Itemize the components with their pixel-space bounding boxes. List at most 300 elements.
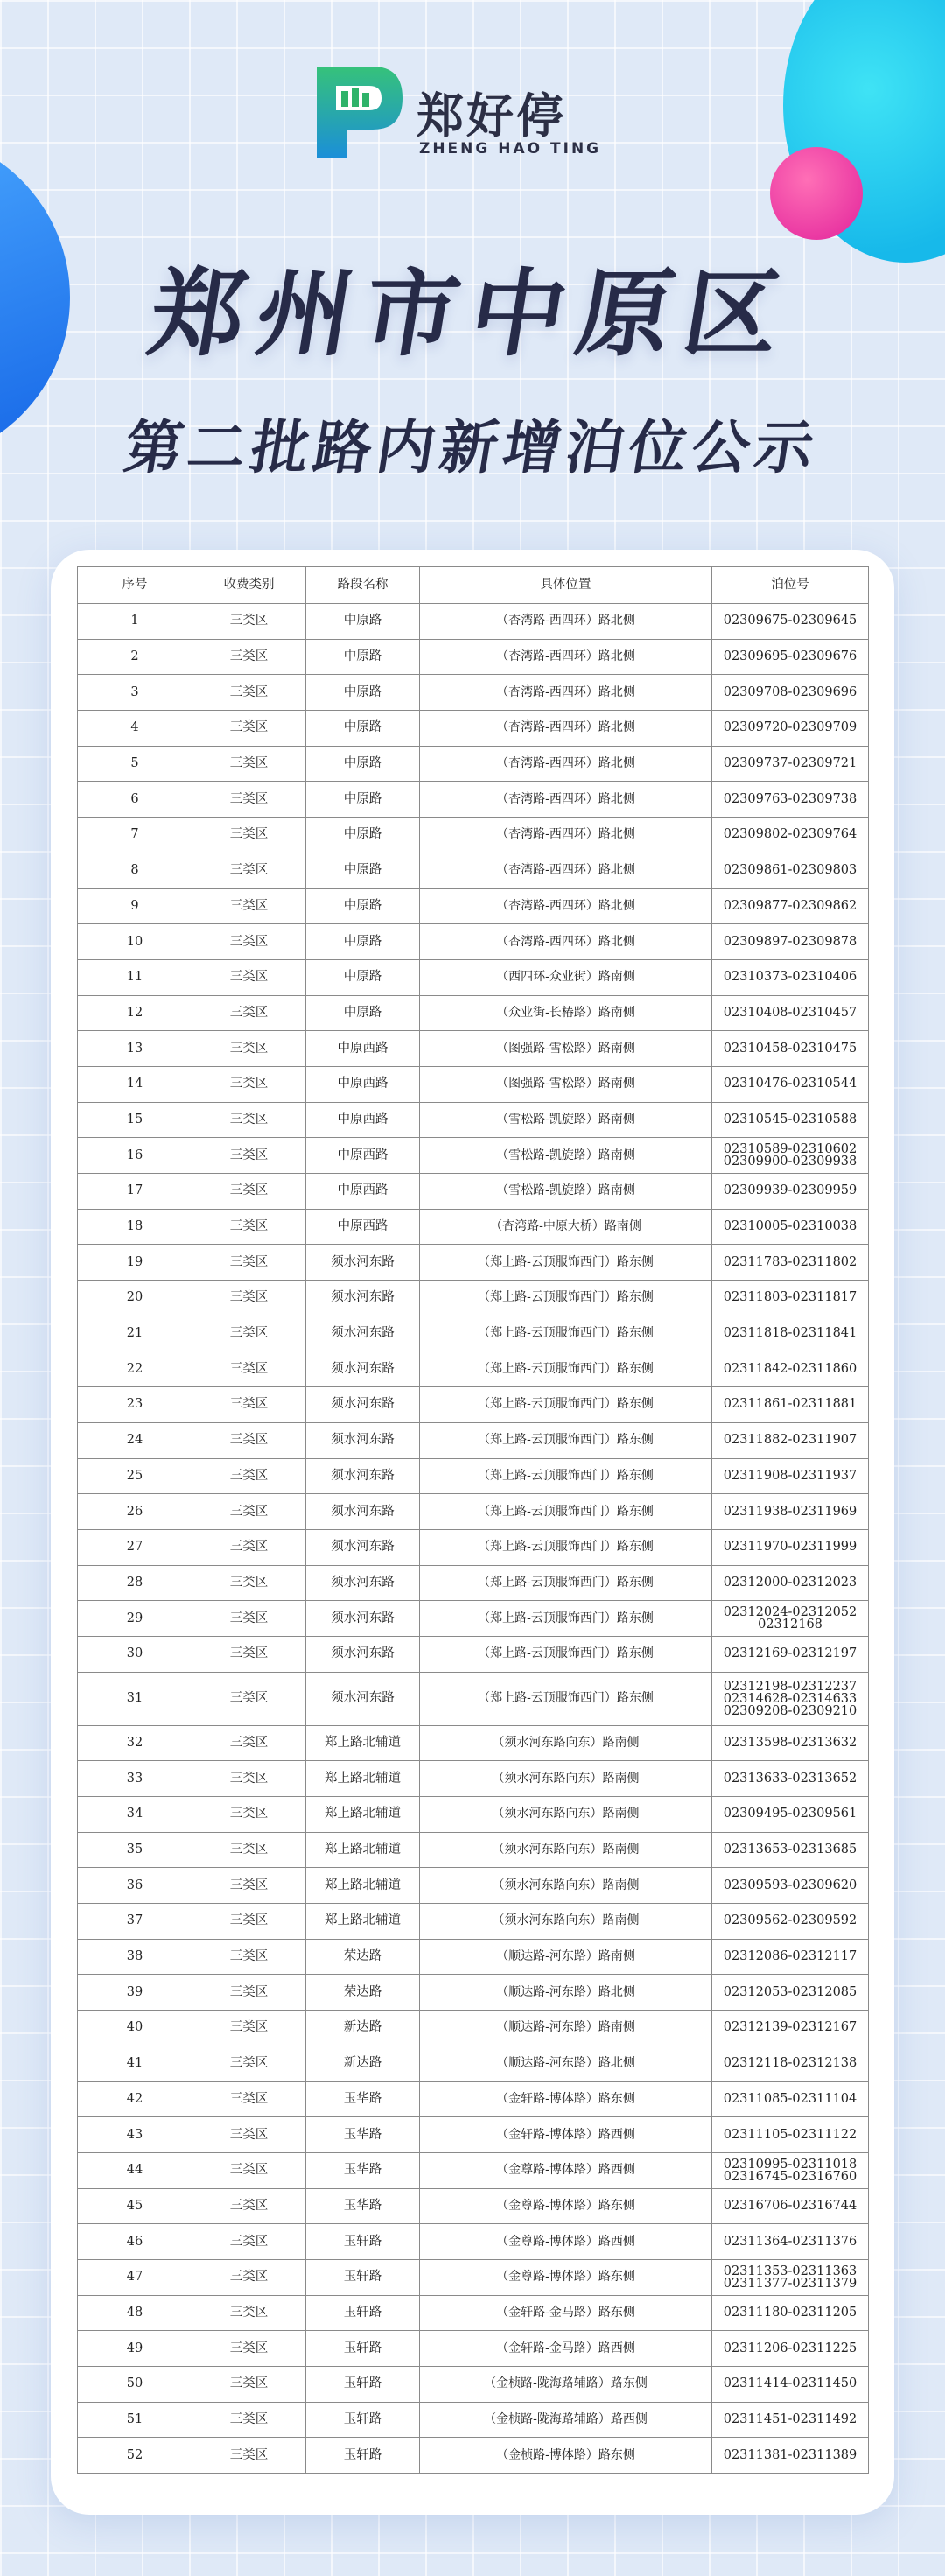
cell-index: 43: [78, 2117, 192, 2153]
cell-berth-number: 02309675-02309645: [712, 604, 869, 640]
cell-location: （雪松路-凯旋路）路南侧: [420, 1102, 712, 1138]
cell-index: 40: [78, 2011, 192, 2046]
cell-index: 47: [78, 2259, 192, 2295]
table-row: [78, 1102, 869, 1138]
cell-location: （金轩路-博体路）路西侧: [420, 2117, 712, 2153]
cell-location: （金轩路-博体路）路东侧: [420, 2081, 712, 2117]
cell-fee-category: 三类区: [192, 888, 306, 924]
page-subtitle: 第二批路内新增泊位公示: [119, 414, 824, 481]
cell-road-name: 须水河东路: [306, 1351, 420, 1387]
table-row: [78, 2046, 869, 2081]
parking-table: [77, 566, 869, 2474]
header-berth-number: 泊位号: [712, 567, 869, 604]
cell-fee-category: 三类区: [192, 1904, 306, 1940]
table-row: [78, 2402, 869, 2438]
cell-location: （顺达路-河东路）路北侧: [420, 1975, 712, 2011]
table-row: [78, 746, 869, 782]
cell-index: 14: [78, 1066, 192, 1102]
cell-berth-number: 02309861-02309803: [712, 853, 869, 888]
cell-road-name: 中原路: [306, 853, 420, 888]
cell-location: （杏湾路-西四环）路北侧: [420, 675, 712, 711]
table-header-row: [78, 567, 869, 604]
table-row: [78, 2152, 869, 2188]
cell-index: 12: [78, 995, 192, 1031]
cell-fee-category: 三类区: [192, 1494, 306, 1530]
cell-index: 52: [78, 2438, 192, 2474]
table-row: [78, 2295, 869, 2331]
cell-road-name: 中原西路: [306, 1031, 420, 1067]
cell-fee-category: 三类区: [192, 1761, 306, 1797]
cell-berth-number: 02312139-02312167: [712, 2011, 869, 2046]
cell-road-name: 玉轩路: [306, 2438, 420, 2474]
cell-index: 17: [78, 1174, 192, 1210]
cell-index: 21: [78, 1316, 192, 1351]
cell-location: （须水河东路向东）路南侧: [420, 1725, 712, 1761]
cell-fee-category: 三类区: [192, 1422, 306, 1458]
table-row: [78, 2438, 869, 2474]
cell-road-name: 玉华路: [306, 2152, 420, 2188]
table-row: [78, 1066, 869, 1102]
table-row: [78, 924, 869, 960]
header-index: 序号: [78, 567, 192, 604]
table-row: [78, 1174, 869, 1210]
cell-index: 26: [78, 1494, 192, 1530]
cell-fee-category: 三类区: [192, 1939, 306, 1975]
cell-index: 1: [78, 604, 192, 640]
cell-index: 22: [78, 1351, 192, 1387]
cell-index: 38: [78, 1939, 192, 1975]
cell-fee-category: 三类区: [192, 1672, 306, 1725]
cell-road-name: 中原路: [306, 818, 420, 853]
cell-fee-category: 三类区: [192, 1209, 306, 1245]
cell-location: （杏湾路-西四环）路北侧: [420, 924, 712, 960]
cell-road-name: 郑上路北辅道: [306, 1868, 420, 1904]
cell-fee-category: 三类区: [192, 1387, 306, 1423]
cell-fee-category: 三类区: [192, 1102, 306, 1138]
cell-location: （郑上路-云顶服饰西门）路东侧: [420, 1281, 712, 1316]
cell-road-name: 中原西路: [306, 1174, 420, 1210]
cell-index: 25: [78, 1458, 192, 1494]
cell-berth-number: 02313598-02313632: [712, 1725, 869, 1761]
cell-index: 33: [78, 1761, 192, 1797]
cell-location: （杏湾路-西四环）路北侧: [420, 604, 712, 640]
table-row: [78, 1904, 869, 1940]
cell-location: （杏湾路-西四环）路北侧: [420, 818, 712, 853]
cell-location: （顺达路-河东路）路南侧: [420, 2011, 712, 2046]
cell-road-name: 郑上路北辅道: [306, 1904, 420, 1940]
cell-road-name: 玉轩路: [306, 2259, 420, 2295]
brand-name-cn: 郑好停: [416, 88, 566, 144]
brand-logo: [312, 60, 609, 165]
cell-fee-category: 三类区: [192, 639, 306, 675]
cell-location: （郑上路-云顶服饰西门）路东侧: [420, 1458, 712, 1494]
cell-berth-number: 02311842-02311860: [712, 1351, 869, 1387]
cell-fee-category: 三类区: [192, 1565, 306, 1601]
cell-location: （杏湾路-西四环）路北侧: [420, 639, 712, 675]
cell-location: （杏湾路-西四环）路北侧: [420, 746, 712, 782]
cell-location: （金尊路-博体路）路东侧: [420, 2188, 712, 2224]
cell-index: 7: [78, 818, 192, 853]
cell-road-name: 玉轩路: [306, 2224, 420, 2260]
header-location: 具体位置: [420, 567, 712, 604]
table-row: [78, 2259, 869, 2295]
cell-berth-number: 02310589-02310602 02309900-02309938: [712, 1138, 869, 1174]
cell-road-name: 须水河东路: [306, 1422, 420, 1458]
table-row: [78, 1939, 869, 1975]
cell-fee-category: 三类区: [192, 2438, 306, 2474]
cell-index: 8: [78, 853, 192, 888]
cell-berth-number: 02311783-02311802: [712, 1245, 869, 1281]
cell-location: （金尊路-博体路）路西侧: [420, 2224, 712, 2260]
cell-berth-number: 02310476-02310544: [712, 1066, 869, 1102]
cell-index: 11: [78, 959, 192, 995]
table-row: [78, 639, 869, 675]
cell-fee-category: 三类区: [192, 711, 306, 747]
cell-location: （金轩路-金马路）路西侧: [420, 2331, 712, 2367]
cell-road-name: 中原路: [306, 995, 420, 1031]
cell-fee-category: 三类区: [192, 959, 306, 995]
cell-road-name: 中原路: [306, 675, 420, 711]
cell-berth-number: 02309737-02309721: [712, 746, 869, 782]
cell-road-name: 新达路: [306, 2046, 420, 2081]
cell-berth-number: 02310408-02310457: [712, 995, 869, 1031]
brand-name-en: ZHENG HAO TING: [419, 140, 602, 158]
cell-index: 51: [78, 2402, 192, 2438]
cell-index: 15: [78, 1102, 192, 1138]
cell-berth-number: 02311451-02311492: [712, 2402, 869, 2438]
cell-fee-category: 三类区: [192, 2224, 306, 2260]
cell-road-name: 郑上路北辅道: [306, 1725, 420, 1761]
cell-berth-number: 02311818-02311841: [712, 1316, 869, 1351]
header-fee-category: 收费类别: [192, 567, 306, 604]
table-row: [78, 995, 869, 1031]
cell-road-name: 中原西路: [306, 1209, 420, 1245]
cell-location: （图强路-雪松路）路南侧: [420, 1066, 712, 1102]
table-row: [78, 604, 869, 640]
cell-road-name: 须水河东路: [306, 1245, 420, 1281]
table-row: [78, 1494, 869, 1530]
cell-road-name: 荣达路: [306, 1939, 420, 1975]
cell-road-name: 玉华路: [306, 2081, 420, 2117]
cell-fee-category: 三类区: [192, 2046, 306, 2081]
cell-location: （郑上路-云顶服饰西门）路东侧: [420, 1494, 712, 1530]
cell-location: （西四环-众业街）路南侧: [420, 959, 712, 995]
cell-index: 20: [78, 1281, 192, 1316]
cell-fee-category: 三类区: [192, 1245, 306, 1281]
cell-index: 10: [78, 924, 192, 960]
table-row: [78, 2188, 869, 2224]
table-row: [78, 1725, 869, 1761]
cell-road-name: 玉轩路: [306, 2367, 420, 2403]
table-row: [78, 711, 869, 747]
cell-fee-category: 三类区: [192, 675, 306, 711]
cell-fee-category: 三类区: [192, 1458, 306, 1494]
cell-road-name: 中原路: [306, 604, 420, 640]
cell-berth-number: 02311180-02311205: [712, 2295, 869, 2331]
cell-road-name: 须水河东路: [306, 1601, 420, 1637]
cell-road-name: 须水河东路: [306, 1281, 420, 1316]
cell-location: （杏湾路-西四环）路北侧: [420, 782, 712, 818]
cell-index: 27: [78, 1529, 192, 1565]
cell-index: 18: [78, 1209, 192, 1245]
cell-berth-number: 02311908-02311937: [712, 1458, 869, 1494]
cell-location: （图强路-雪松路）路南侧: [420, 1031, 712, 1067]
table-row: [78, 782, 869, 818]
cell-fee-category: 三类区: [192, 2188, 306, 2224]
cell-road-name: 郑上路北辅道: [306, 1832, 420, 1868]
cell-location: （须水河东路向东）路南侧: [420, 1761, 712, 1797]
table-row: [78, 2224, 869, 2260]
cell-road-name: 玉轩路: [306, 2295, 420, 2331]
cell-road-name: 须水河东路: [306, 1529, 420, 1565]
cell-location: （杏湾路-西四环）路北侧: [420, 888, 712, 924]
cell-location: （须水河东路向东）路南侧: [420, 1904, 712, 1940]
cell-berth-number: 02311861-02311881: [712, 1387, 869, 1423]
cell-index: 2: [78, 639, 192, 675]
cell-location: （郑上路-云顶服饰西门）路东侧: [420, 1387, 712, 1423]
cell-fee-category: 三类区: [192, 1031, 306, 1067]
table-row: [78, 1601, 869, 1637]
table-row: [78, 888, 869, 924]
cell-location: （金桢路-陇海路辅路）路东侧: [420, 2367, 712, 2403]
cell-berth-number: 02310458-02310475: [712, 1031, 869, 1067]
decor-pink-ball: [770, 147, 863, 240]
cell-road-name: 须水河东路: [306, 1458, 420, 1494]
cell-fee-category: 三类区: [192, 2117, 306, 2153]
cell-index: 35: [78, 1832, 192, 1868]
cell-location: （杏湾路-西四环）路北侧: [420, 853, 712, 888]
cell-location: （众业街-长椿路）路南侧: [420, 995, 712, 1031]
cell-fee-category: 三类区: [192, 2259, 306, 2295]
cell-road-name: 玉华路: [306, 2117, 420, 2153]
cell-road-name: 中原路: [306, 888, 420, 924]
cell-berth-number: 02311085-02311104: [712, 2081, 869, 2117]
table-row: [78, 1529, 869, 1565]
cell-berth-number: 02309593-02309620: [712, 1868, 869, 1904]
cell-location: （郑上路-云顶服饰西门）路东侧: [420, 1565, 712, 1601]
cell-berth-number: 02309720-02309709: [712, 711, 869, 747]
cell-index: 13: [78, 1031, 192, 1067]
cell-road-name: 须水河东路: [306, 1494, 420, 1530]
cell-berth-number: 02311414-02311450: [712, 2367, 869, 2403]
cell-index: 41: [78, 2046, 192, 2081]
cell-berth-number: 02311803-02311817: [712, 1281, 869, 1316]
table-row: [78, 1422, 869, 1458]
cell-location: （郑上路-云顶服饰西门）路东侧: [420, 1351, 712, 1387]
cell-berth-number: 02309763-02309738: [712, 782, 869, 818]
table-row: [78, 1636, 869, 1672]
cell-road-name: 郑上路北辅道: [306, 1797, 420, 1833]
cell-index: 24: [78, 1422, 192, 1458]
cell-location: （顺达路-河东路）路南侧: [420, 1939, 712, 1975]
cell-fee-category: 三类区: [192, 604, 306, 640]
cell-index: 45: [78, 2188, 192, 2224]
cell-fee-category: 三类区: [192, 1725, 306, 1761]
cell-berth-number: 02309897-02309878: [712, 924, 869, 960]
cell-fee-category: 三类区: [192, 818, 306, 853]
table-row: [78, 2117, 869, 2153]
cell-berth-number: 02309708-02309696: [712, 675, 869, 711]
table-row: [78, 1245, 869, 1281]
cell-road-name: 须水河东路: [306, 1387, 420, 1423]
cell-fee-category: 三类区: [192, 2081, 306, 2117]
cell-index: 49: [78, 2331, 192, 2367]
cell-fee-category: 三类区: [192, 1281, 306, 1316]
cell-road-name: 玉轩路: [306, 2402, 420, 2438]
cell-berth-number: 02310545-02310588: [712, 1102, 869, 1138]
cell-fee-category: 三类区: [192, 782, 306, 818]
cell-road-name: 荣达路: [306, 1975, 420, 2011]
cell-road-name: 中原路: [306, 711, 420, 747]
cell-fee-category: 三类区: [192, 1797, 306, 1833]
cell-location: （郑上路-云顶服饰西门）路东侧: [420, 1245, 712, 1281]
cell-location: （须水河东路向东）路南侧: [420, 1868, 712, 1904]
cell-road-name: 须水河东路: [306, 1672, 420, 1725]
cell-location: （金轩路-金马路）路东侧: [420, 2295, 712, 2331]
cell-location: （郑上路-云顶服饰西门）路东侧: [420, 1601, 712, 1637]
cell-fee-category: 三类区: [192, 1975, 306, 2011]
cell-fee-category: 三类区: [192, 853, 306, 888]
cell-berth-number: 02312053-02312085: [712, 1975, 869, 2011]
cell-location: （雪松路-凯旋路）路南侧: [420, 1138, 712, 1174]
cell-berth-number: 02312024-02312052 02312168: [712, 1601, 869, 1637]
cell-fee-category: 三类区: [192, 1868, 306, 1904]
table-row: [78, 1458, 869, 1494]
cell-berth-number: 02309877-02309862: [712, 888, 869, 924]
cell-road-name: 新达路: [306, 2011, 420, 2046]
cell-berth-number: 02310373-02310406: [712, 959, 869, 995]
table-row: [78, 2011, 869, 2046]
cell-berth-number: 02312198-02312237 02314628-02314633 02309208-02309210: [712, 1672, 869, 1725]
cell-fee-category: 三类区: [192, 1351, 306, 1387]
cell-road-name: 中原西路: [306, 1102, 420, 1138]
cell-fee-category: 三类区: [192, 2152, 306, 2188]
cell-road-name: 中原路: [306, 924, 420, 960]
cell-location: （金尊路-博体路）路西侧: [420, 2152, 712, 2188]
cell-index: 5: [78, 746, 192, 782]
cell-index: 23: [78, 1387, 192, 1423]
table-row: [78, 1138, 869, 1174]
table-row: [78, 1975, 869, 2011]
cell-berth-number: 02316706-02316744: [712, 2188, 869, 2224]
cell-berth-number: 02309695-02309676: [712, 639, 869, 675]
cell-berth-number: 02312169-02312197: [712, 1636, 869, 1672]
table-row: [78, 1832, 869, 1868]
cell-berth-number: 02313653-02313685: [712, 1832, 869, 1868]
cell-index: 39: [78, 1975, 192, 2011]
table-row: [78, 2331, 869, 2367]
cell-fee-category: 三类区: [192, 1316, 306, 1351]
cell-index: 30: [78, 1636, 192, 1672]
cell-berth-number: 02311970-02311999: [712, 1529, 869, 1565]
cell-road-name: 中原路: [306, 639, 420, 675]
cell-berth-number: 02312086-02312117: [712, 1939, 869, 1975]
cell-berth-number: 02312118-02312138: [712, 2046, 869, 2081]
cell-road-name: 玉轩路: [306, 2331, 420, 2367]
table-row: [78, 2367, 869, 2403]
cell-berth-number: 02309562-02309592: [712, 1904, 869, 1940]
cell-berth-number: 02309939-02309959: [712, 1174, 869, 1210]
cell-berth-number: 02312000-02312023: [712, 1565, 869, 1601]
table-row: [78, 1351, 869, 1387]
cell-location: （郑上路-云顶服饰西门）路东侧: [420, 1636, 712, 1672]
cell-index: 31: [78, 1672, 192, 1725]
cell-index: 9: [78, 888, 192, 924]
cell-fee-category: 三类区: [192, 1174, 306, 1210]
cell-berth-number: 02313633-02313652: [712, 1761, 869, 1797]
cell-index: 34: [78, 1797, 192, 1833]
cell-index: 32: [78, 1725, 192, 1761]
table-row: [78, 1281, 869, 1316]
cell-location: （金桢路-陇海路辅路）路西侧: [420, 2402, 712, 2438]
cell-index: 16: [78, 1138, 192, 1174]
cell-berth-number: 02309802-02309764: [712, 818, 869, 853]
table-row: [78, 2081, 869, 2117]
table-row: [78, 818, 869, 853]
cell-berth-number: 02311364-02311376: [712, 2224, 869, 2260]
cell-location: （郑上路-云顶服饰西门）路东侧: [420, 1672, 712, 1725]
cell-location: （金桢路-博体路）路东侧: [420, 2438, 712, 2474]
table-row: [78, 1209, 869, 1245]
cell-fee-category: 三类区: [192, 1138, 306, 1174]
cell-location: （杏湾路-西四环）路北侧: [420, 711, 712, 747]
table-row: [78, 675, 869, 711]
cell-index: 50: [78, 2367, 192, 2403]
cell-index: 19: [78, 1245, 192, 1281]
cell-location: （郑上路-云顶服饰西门）路东侧: [420, 1529, 712, 1565]
cell-index: 36: [78, 1868, 192, 1904]
cell-road-name: 须水河东路: [306, 1316, 420, 1351]
cell-fee-category: 三类区: [192, 1636, 306, 1672]
cell-road-name: 中原西路: [306, 1066, 420, 1102]
cell-location: （杏湾路-中原大桥）路南侧: [420, 1209, 712, 1245]
cell-index: 44: [78, 2152, 192, 2188]
cell-berth-number: 02311938-02311969: [712, 1494, 869, 1530]
cell-berth-number: 02311105-02311122: [712, 2117, 869, 2153]
table-row: [78, 1672, 869, 1725]
cell-index: 37: [78, 1904, 192, 1940]
cell-berth-number: 02310005-02310038: [712, 1209, 869, 1245]
cell-fee-category: 三类区: [192, 1601, 306, 1637]
cell-index: 6: [78, 782, 192, 818]
table-row: [78, 1565, 869, 1601]
cell-fee-category: 三类区: [192, 2367, 306, 2403]
cell-location: （须水河东路向东）路南侧: [420, 1797, 712, 1833]
cell-fee-category: 三类区: [192, 2295, 306, 2331]
cell-location: （郑上路-云顶服饰西门）路东侧: [420, 1422, 712, 1458]
header-road-name: 路段名称: [306, 567, 420, 604]
cell-fee-category: 三类区: [192, 2331, 306, 2367]
cell-location: （雪松路-凯旋路）路南侧: [420, 1174, 712, 1210]
table-row: [78, 1387, 869, 1423]
cell-berth-number: 02311381-02311389: [712, 2438, 869, 2474]
parking-p-logo-icon: [312, 60, 408, 163]
cell-road-name: 中原路: [306, 746, 420, 782]
table-row: [78, 1797, 869, 1833]
cell-index: 3: [78, 675, 192, 711]
cell-fee-category: 三类区: [192, 1832, 306, 1868]
cell-road-name: 中原路: [306, 959, 420, 995]
cell-berth-number: 02311206-02311225: [712, 2331, 869, 2367]
cell-fee-category: 三类区: [192, 995, 306, 1031]
cell-location: （须水河东路向东）路南侧: [420, 1832, 712, 1868]
cell-road-name: 郑上路北辅道: [306, 1761, 420, 1797]
cell-fee-category: 三类区: [192, 1529, 306, 1565]
cell-index: 48: [78, 2295, 192, 2331]
cell-berth-number: 02311353-02311363 02311377-02311379: [712, 2259, 869, 2295]
cell-fee-category: 三类区: [192, 2402, 306, 2438]
table-row: [78, 1316, 869, 1351]
